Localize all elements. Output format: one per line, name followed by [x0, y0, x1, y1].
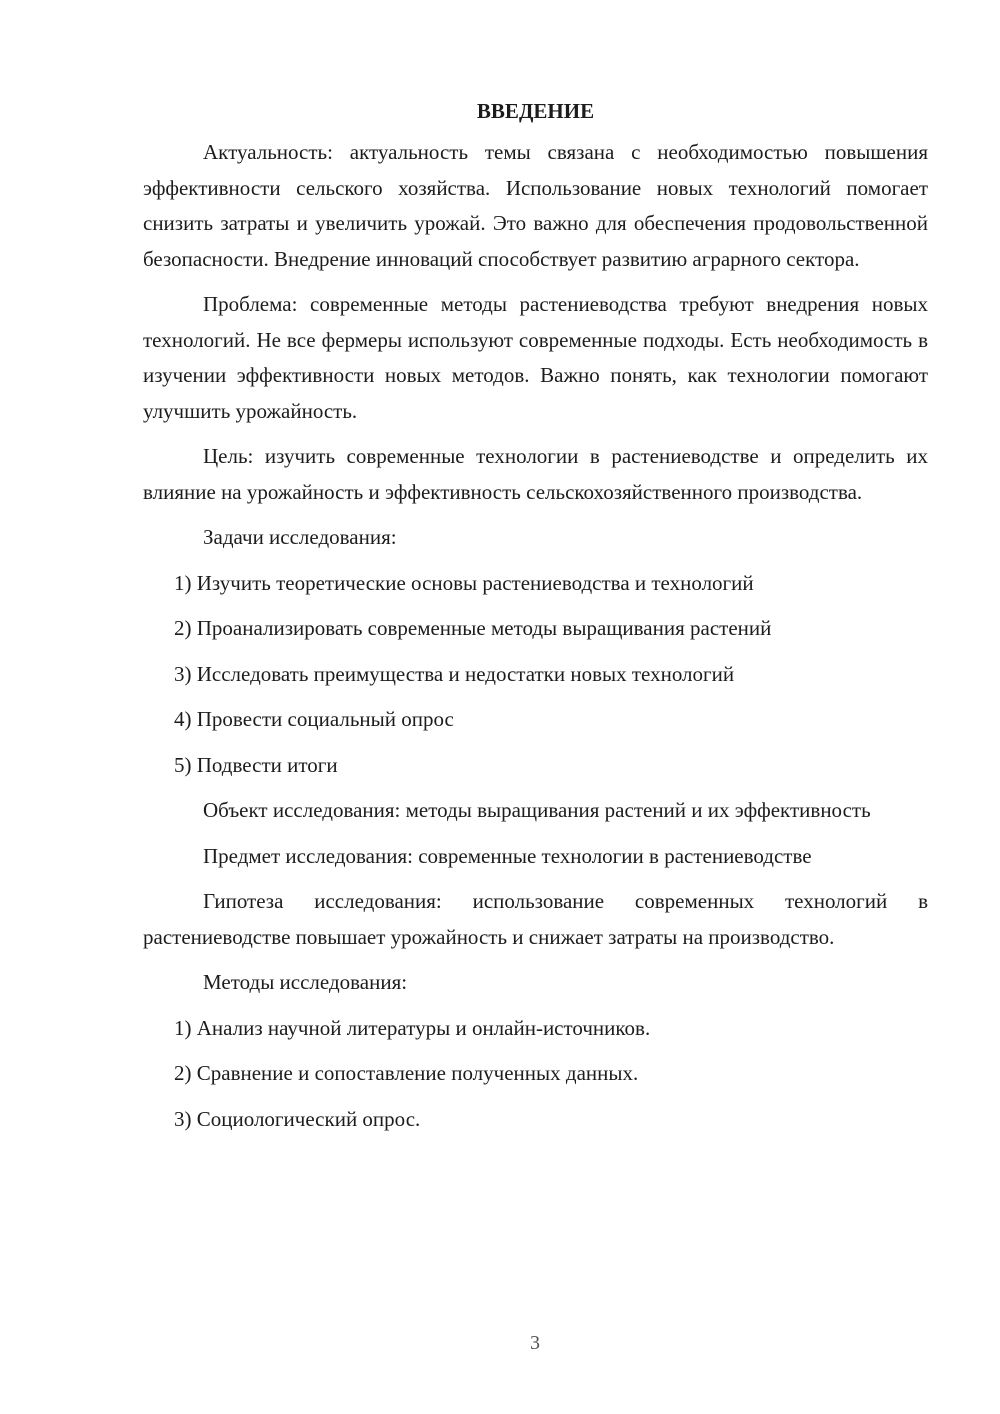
methods-heading: Методы исследования: [203, 970, 408, 994]
document-body [143, 96, 928, 1147]
method-item: 2) Сравнение и сопоставление полученных данных. [174, 1061, 639, 1085]
task-item: 2) Проанализировать современные методы выращивания растений [174, 616, 772, 640]
object-paragraph: Объект исследования: методы выращивания растений и их эффективность [203, 798, 871, 822]
task-item: 1) Изучить теоретические основы растениеводства и технологий [174, 570, 754, 595]
task-item: 3) Исследовать преимущества и недостатки новых технологий [174, 661, 735, 686]
task-item: 5) Подвести итоги [174, 752, 338, 777]
tasks-heading: Задачи исследования: [203, 525, 397, 549]
relevance-paragraph: Актуальность: актуальность темы связана с необходимостью повышения эффективности сельского хозяйства. Использование новых технологий помогает снизить затраты и увеличить урожай. Это важно для обеспечения продовольственной безопасности. Внедрение инноваций способствует развитию аграрного сектора. [143, 140, 928, 271]
problem-paragraph: Проблема: современные методы растениеводства требуют внедрения новых технологий. Не все фермеры используют современные подходы. Есть необходимость в изучении эффективности новых методов. Важно понять, как технологии помогают улучшить урожайность. [143, 292, 928, 423]
method-item: 3) Социологический опрос. [174, 1106, 421, 1131]
goal-paragraph: Цель: изучить современные технологии в растениеводстве и определить их влияние на урожайность и эффективность сельскохозяйственного производства. [143, 444, 928, 504]
subject-paragraph: Предмет исследования: современные технологии в растениеводстве [203, 843, 812, 868]
hypothesis-paragraph: Гипотеза исследования: использование современных технологий в растениеводстве повышает урожайность и снижает затраты на производство. [143, 889, 928, 949]
method-item: 1) Анализ научной литературы и онлайн-источников. [174, 1015, 651, 1040]
task-item: 4) Провести социальный опрос [174, 707, 454, 731]
section-title: ВВЕДЕНИЕ [476, 99, 595, 123]
page-number: 3 [530, 1332, 540, 1354]
